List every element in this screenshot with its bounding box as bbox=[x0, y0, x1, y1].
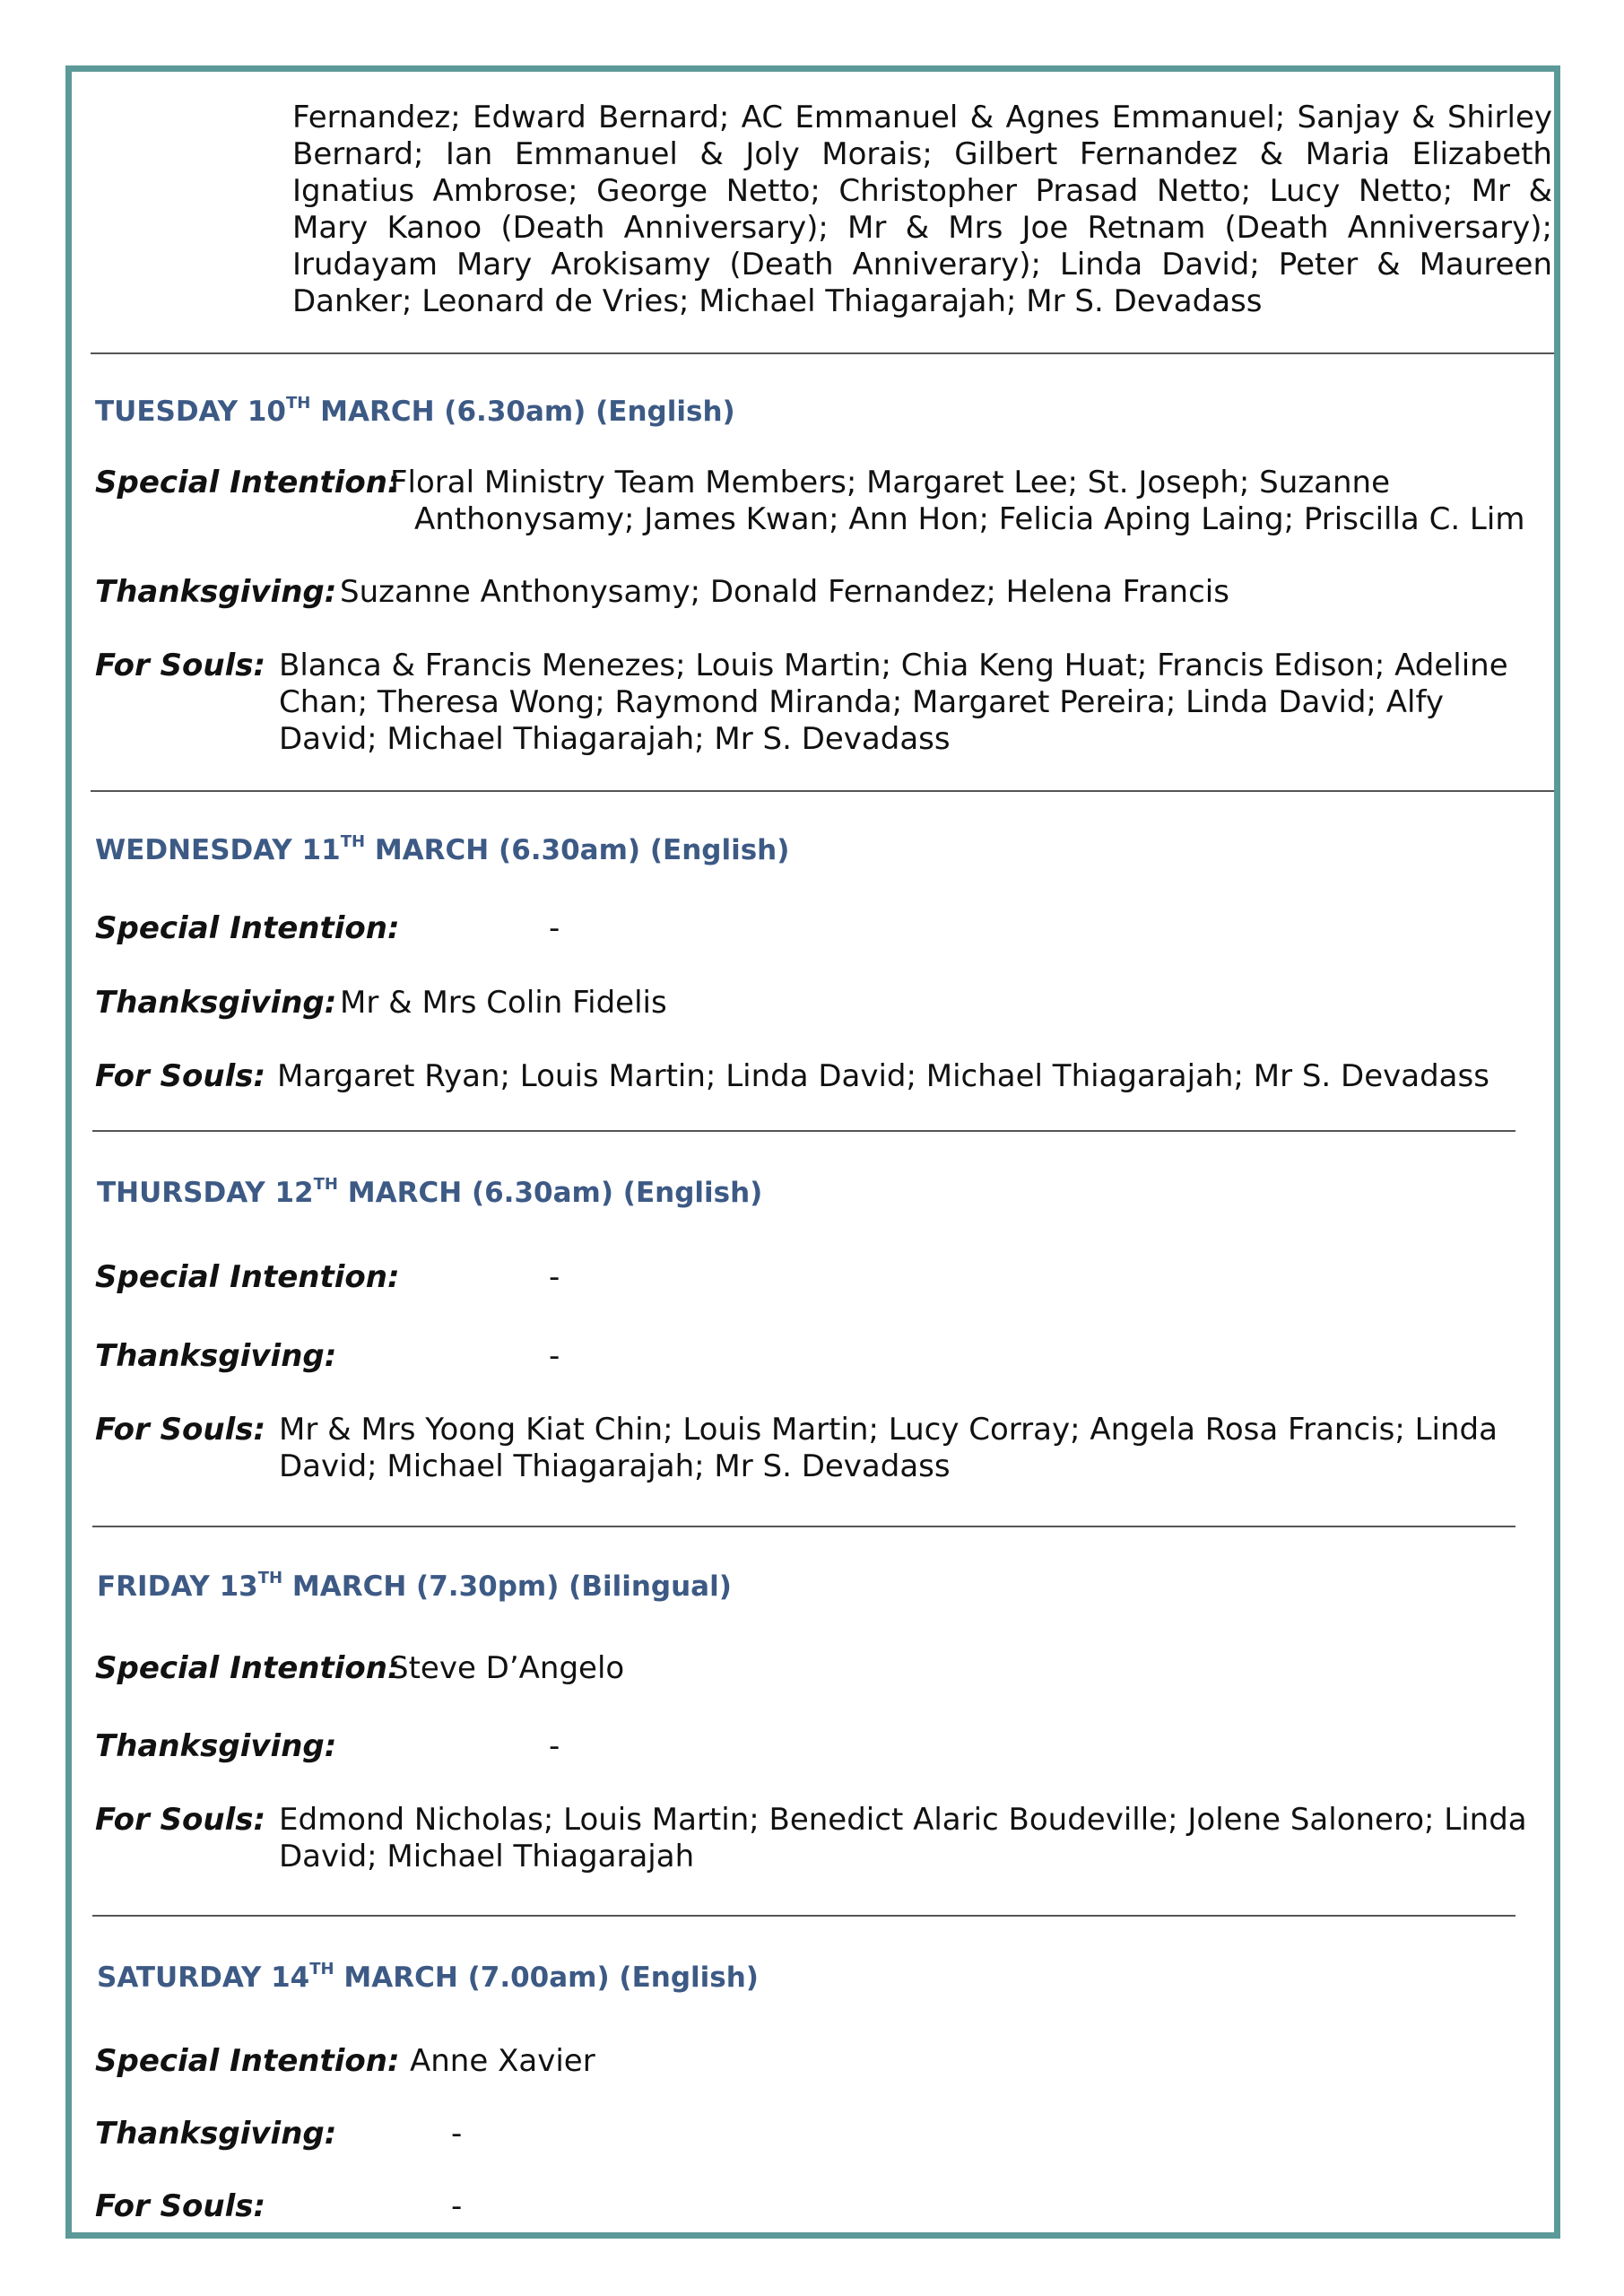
intro-line: Irudayam Mary Arokisamy (Death Anniverary); Linda David; Peter & Maureen bbox=[292, 247, 1552, 283]
special-intention-label: Special Intention: bbox=[95, 2043, 400, 2079]
intro-line: Ignatius Ambrose; George Netto; Christopher Prasad Netto; Lucy Netto; Mr & bbox=[292, 173, 1552, 209]
special-intention-value: - bbox=[549, 1259, 560, 1295]
thanksgiving-label: Thanksgiving: bbox=[95, 574, 337, 610]
special-intention-label: Special Intention: bbox=[95, 465, 400, 500]
for-souls-label: For Souls: bbox=[95, 2188, 266, 2224]
for-souls-value: Mr & Mrs Yoong Kiat Chin; Louis Martin; Lucy Corray; Angela Rosa Francis; Linda David; Michael Thiagarajah; Mr S. Devadass bbox=[279, 1412, 1498, 1484]
intro-paragraph bbox=[292, 100, 1552, 320]
thanksgiving-label: Thanksgiving: bbox=[95, 1338, 337, 1374]
day-heading: TUESDAY 10TH MARCH (6.30am) (English) bbox=[95, 394, 735, 428]
special-intention-label: Special Intention: bbox=[95, 910, 400, 946]
section-divider bbox=[92, 1130, 1515, 1132]
for-souls-label: For Souls: bbox=[95, 1058, 266, 1094]
thanksgiving-label: Thanksgiving: bbox=[95, 2116, 337, 2152]
for-souls-value: - bbox=[451, 2188, 463, 2224]
special-intention-value: Steve D’Angelo bbox=[389, 1650, 625, 1686]
section-divider bbox=[92, 1526, 1515, 1527]
special-intention-value: Anne Xavier bbox=[410, 2043, 595, 2079]
thanksgiving-value: Mr & Mrs Colin Fidelis bbox=[340, 985, 667, 1021]
special-intention-value: Anthonysamy; James Kwan; Ann Hon; Felicia Aping Laing; Priscilla C. Lim bbox=[414, 501, 1525, 537]
thanksgiving-value: - bbox=[549, 1728, 560, 1764]
day-heading: THURSDAY 12TH MARCH (6.30am) (English) bbox=[97, 1175, 763, 1209]
for-souls-value: Edmond Nicholas; Louis Martin; Benedict Alaric Boudeville; Jolene Salonero; Linda David; Michael Thiagarajah bbox=[279, 1802, 1527, 1874]
intro-line: Fernandez; Edward Bernard; AC Emmanuel & Agnes Emmanuel; Sanjay & Shirley bbox=[292, 100, 1552, 135]
day-heading: SATURDAY 14TH MARCH (7.00am) (English) bbox=[97, 1960, 759, 1994]
special-intention-value: Floral Ministry Team Members; Margaret Lee; St. Joseph; Suzanne bbox=[390, 465, 1391, 500]
special-intention-label: Special Intention: bbox=[95, 1259, 400, 1295]
section-divider bbox=[91, 352, 1554, 354]
thanksgiving-value: Suzanne Anthonysamy; Donald Fernandez; Helena Francis bbox=[340, 574, 1229, 610]
section-divider bbox=[92, 1915, 1515, 1917]
page-border bbox=[65, 65, 1560, 2239]
for-souls-label: For Souls: bbox=[95, 1802, 266, 1838]
day-heading: FRIDAY 13TH MARCH (7.30pm) (Bilingual) bbox=[97, 1569, 732, 1603]
intro-line: Mary Kanoo (Death Anniversary); Mr & Mrs Joe Retnam (Death Anniversary); bbox=[292, 210, 1552, 246]
section-divider bbox=[91, 790, 1554, 792]
intro-line: Danker; Leonard de Vries; Michael Thiagarajah; Mr S. Devadass bbox=[292, 283, 1263, 319]
thanksgiving-value: - bbox=[451, 2116, 463, 2152]
day-heading: WEDNESDAY 11TH MARCH (6.30am) (English) bbox=[95, 832, 790, 866]
for-souls-value: Blanca & Francis Menezes; Louis Martin; Chia Keng Huat; Francis Edison; Adeline Chan; Theresa Wong; Raymond Miranda; Margaret Pereira; Linda David; Alfy David; Michael Thiagarajah; Mr S. Devadass bbox=[279, 648, 1508, 757]
thanksgiving-label: Thanksgiving: bbox=[95, 985, 337, 1021]
thanksgiving-value: - bbox=[549, 1338, 560, 1374]
special-intention-value: - bbox=[549, 910, 560, 946]
for-souls-label: For Souls: bbox=[95, 648, 266, 683]
for-souls-value: Margaret Ryan; Louis Martin; Linda David; Michael Thiagarajah; Mr S. Devadass bbox=[277, 1058, 1489, 1094]
intro-line: Bernard; Ian Emmanuel & Joly Morais; Gilbert Fernandez & Maria Elizabeth bbox=[292, 136, 1552, 172]
for-souls-label: For Souls: bbox=[95, 1412, 266, 1448]
special-intention-label: Special Intention: bbox=[95, 1650, 400, 1686]
thanksgiving-label: Thanksgiving: bbox=[95, 1728, 337, 1764]
